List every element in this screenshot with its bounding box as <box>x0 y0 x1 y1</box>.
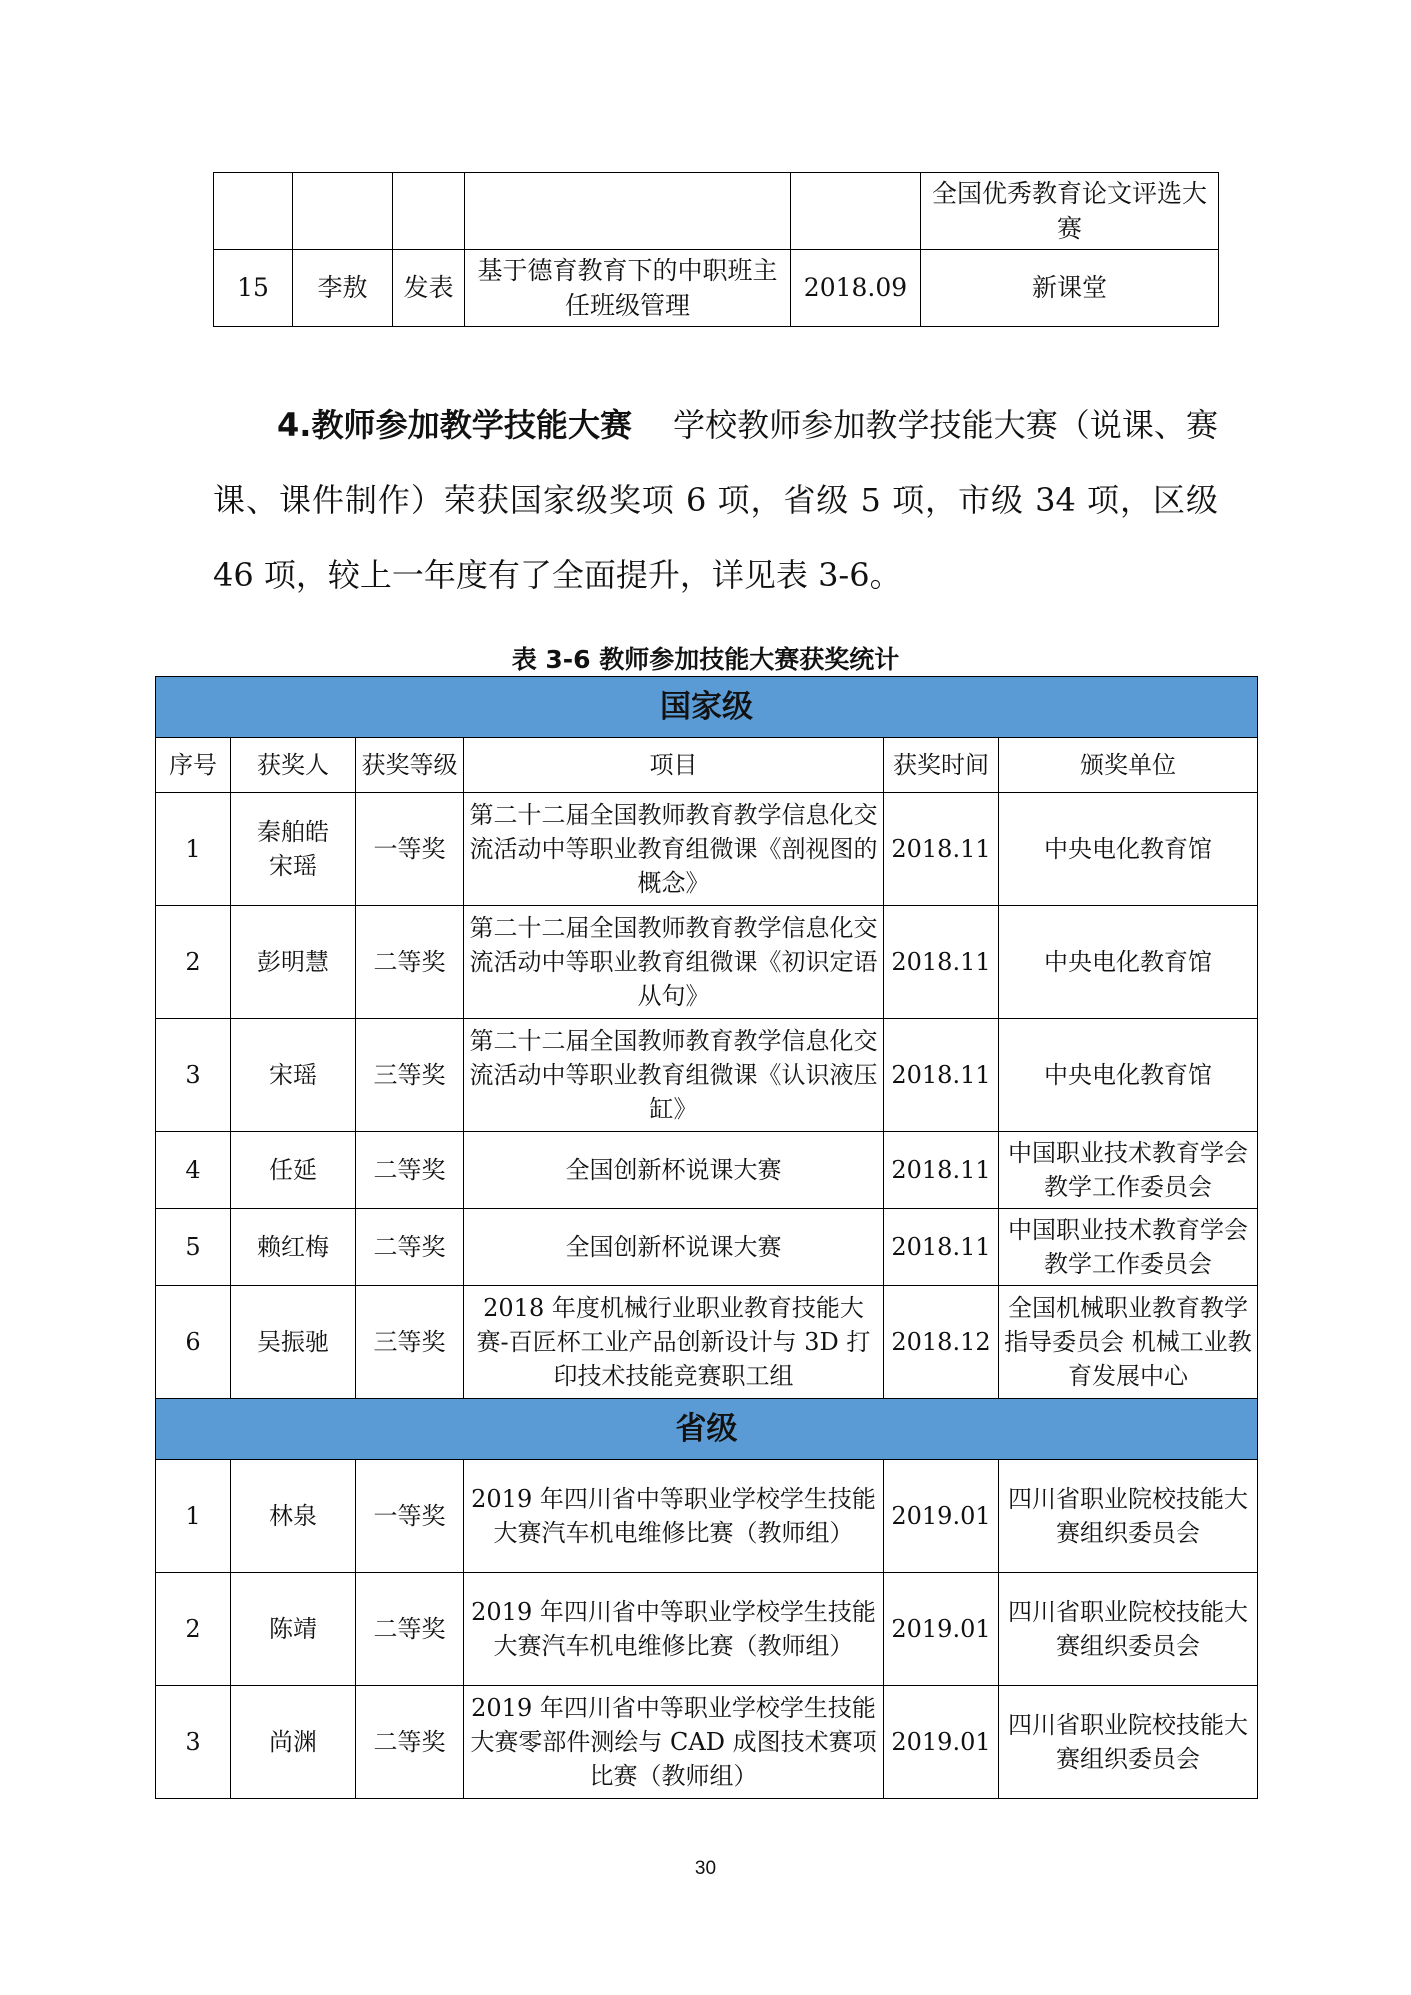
cell-no: 2 <box>156 1573 231 1686</box>
cell-no: 4 <box>156 1132 231 1209</box>
cell-date: 2018.12 <box>884 1286 999 1399</box>
cell-project: 2019 年四川省中等职业学校学生技能大赛汽车机电维修比赛（教师组） <box>464 1460 884 1573</box>
cell-no: 1 <box>156 793 231 906</box>
cell-no: 1 <box>156 1460 231 1573</box>
column-header: 获奖时间 <box>884 738 999 793</box>
cell-name: 秦舶皓 宋瑶 <box>231 793 356 906</box>
cell-name: 彭明慧 <box>231 906 356 1019</box>
cell-project: 2018 年度机械行业职业教育技能大赛-百匠杯工业产品创新设计与 3D 打印技术技能竞赛职工组 <box>464 1286 884 1399</box>
cell-no: 6 <box>156 1286 231 1399</box>
cell-date: 2019.01 <box>884 1573 999 1686</box>
cell-level: 二等奖 <box>356 1573 464 1686</box>
table-row <box>156 1019 1258 1132</box>
section-title-provincial: 省级 <box>156 1399 1258 1460</box>
cell-title: 基于德育教育下的中职班主任班级管理 <box>465 250 791 327</box>
column-header: 颁奖单位 <box>999 738 1258 793</box>
cell-org: 中央电化教育馆 <box>999 793 1258 906</box>
publication-table <box>213 172 1219 327</box>
cell-level: 三等奖 <box>356 1286 464 1399</box>
section-title-national: 国家级 <box>156 677 1258 738</box>
cell-title <box>465 173 791 250</box>
cell-type: 发表 <box>393 250 465 327</box>
column-header: 获奖人 <box>231 738 356 793</box>
table-row <box>156 906 1258 1019</box>
header-row <box>156 738 1258 793</box>
cell-org: 四川省职业院校技能大赛组织委员会 <box>999 1573 1258 1686</box>
cell-no: 2 <box>156 906 231 1019</box>
cell-level: 一等奖 <box>356 1460 464 1573</box>
cell-name: 宋瑶 <box>231 1019 356 1132</box>
table-row <box>156 1573 1258 1686</box>
cell-org: 中国职业技术教育学会 教学工作委员会 <box>999 1132 1258 1209</box>
cell-date: 2018.11 <box>884 1132 999 1209</box>
table-row <box>156 1209 1258 1286</box>
table-row <box>156 793 1258 906</box>
cell-date: 2018.11 <box>884 793 999 906</box>
section-4-heading: 4.教师参加教学技能大赛 <box>277 406 633 444</box>
cell-name: 吴振驰 <box>231 1286 356 1399</box>
page-number: 30 <box>694 1858 717 1879</box>
cell-name: 尚渊 <box>231 1686 356 1799</box>
cell-org: 四川省职业院校技能大赛组织委员会 <box>999 1460 1258 1573</box>
section-4-paragraph <box>213 388 1218 613</box>
cell-name: 赖红梅 <box>231 1209 356 1286</box>
cell-venue: 全国优秀教育论文评选大赛 <box>921 173 1219 250</box>
cell-project: 2019 年四川省中等职业学校学生技能大赛零部件测绘与 CAD 成图技术赛项比赛（教师组） <box>464 1686 884 1799</box>
cell-project: 第二十二届全国教师教育教学信息化交流活动中等职业教育组微课《剖视图的概念》 <box>464 793 884 906</box>
cell-name: 李敖 <box>293 250 393 327</box>
section-row-provincial <box>156 1399 1258 1460</box>
cell-project: 2019 年四川省中等职业学校学生技能大赛汽车机电维修比赛（教师组） <box>464 1573 884 1686</box>
table-row <box>156 1286 1258 1399</box>
column-header: 获奖等级 <box>356 738 464 793</box>
cell-project: 第二十二届全国教师教育教学信息化交流活动中等职业教育组微课《初识定语从句》 <box>464 906 884 1019</box>
table-row <box>156 1686 1258 1799</box>
cell-level: 三等奖 <box>356 1019 464 1132</box>
cell-project: 第二十二届全国教师教育教学信息化交流活动中等职业教育组微课《认识液压缸》 <box>464 1019 884 1132</box>
cell-name <box>293 173 393 250</box>
cell-no: 15 <box>214 250 293 327</box>
cell-no <box>214 173 293 250</box>
cell-name: 林泉 <box>231 1460 356 1573</box>
cell-date: 2019.01 <box>884 1460 999 1573</box>
cell-no: 3 <box>156 1019 231 1132</box>
cell-venue: 新课堂 <box>921 250 1219 327</box>
cell-org: 中央电化教育馆 <box>999 1019 1258 1132</box>
cell-org: 四川省职业院校技能大赛组织委员会 <box>999 1686 1258 1799</box>
cell-org: 全国机械职业教育教学指导委员会 机械工业教育发展中心 <box>999 1286 1258 1399</box>
cell-date <box>791 173 921 250</box>
cell-type <box>393 173 465 250</box>
section-row-national <box>156 677 1258 738</box>
cell-org: 中国职业技术教育学会 教学工作委员会 <box>999 1209 1258 1286</box>
cell-level: 二等奖 <box>356 906 464 1019</box>
cell-level: 二等奖 <box>356 1132 464 1209</box>
cell-date: 2018.11 <box>884 1209 999 1286</box>
cell-name: 陈靖 <box>231 1573 356 1686</box>
cell-project: 全国创新杯说课大赛 <box>464 1209 884 1286</box>
table-row <box>156 1132 1258 1209</box>
table-caption: 表 3-6 教师参加技能大赛获奖统计 <box>511 645 900 674</box>
section-4-body: 学校教师参加教学技能大赛（说课、赛课、课件制作）荣获国家级奖项 6 项，省级 5 项，市级 34 项，区级 46 项，较上一年度有了全面提升，详见表 3-6。 <box>213 406 1218 594</box>
cell-level: 一等奖 <box>356 793 464 906</box>
cell-name: 任延 <box>231 1132 356 1209</box>
column-header: 项目 <box>464 738 884 793</box>
cell-date: 2019.01 <box>884 1686 999 1799</box>
cell-org: 中央电化教育馆 <box>999 906 1258 1019</box>
cell-project: 全国创新杯说课大赛 <box>464 1132 884 1209</box>
cell-date: 2018.09 <box>791 250 921 327</box>
cell-level: 二等奖 <box>356 1686 464 1799</box>
table-row <box>156 1460 1258 1573</box>
cell-date: 2018.11 <box>884 1019 999 1132</box>
cell-level: 二等奖 <box>356 1209 464 1286</box>
table-row <box>214 250 1219 327</box>
table-row <box>214 173 1219 250</box>
cell-no: 5 <box>156 1209 231 1286</box>
award-table <box>155 676 1258 1799</box>
column-header: 序号 <box>156 738 231 793</box>
cell-no: 3 <box>156 1686 231 1799</box>
cell-date: 2018.11 <box>884 906 999 1019</box>
